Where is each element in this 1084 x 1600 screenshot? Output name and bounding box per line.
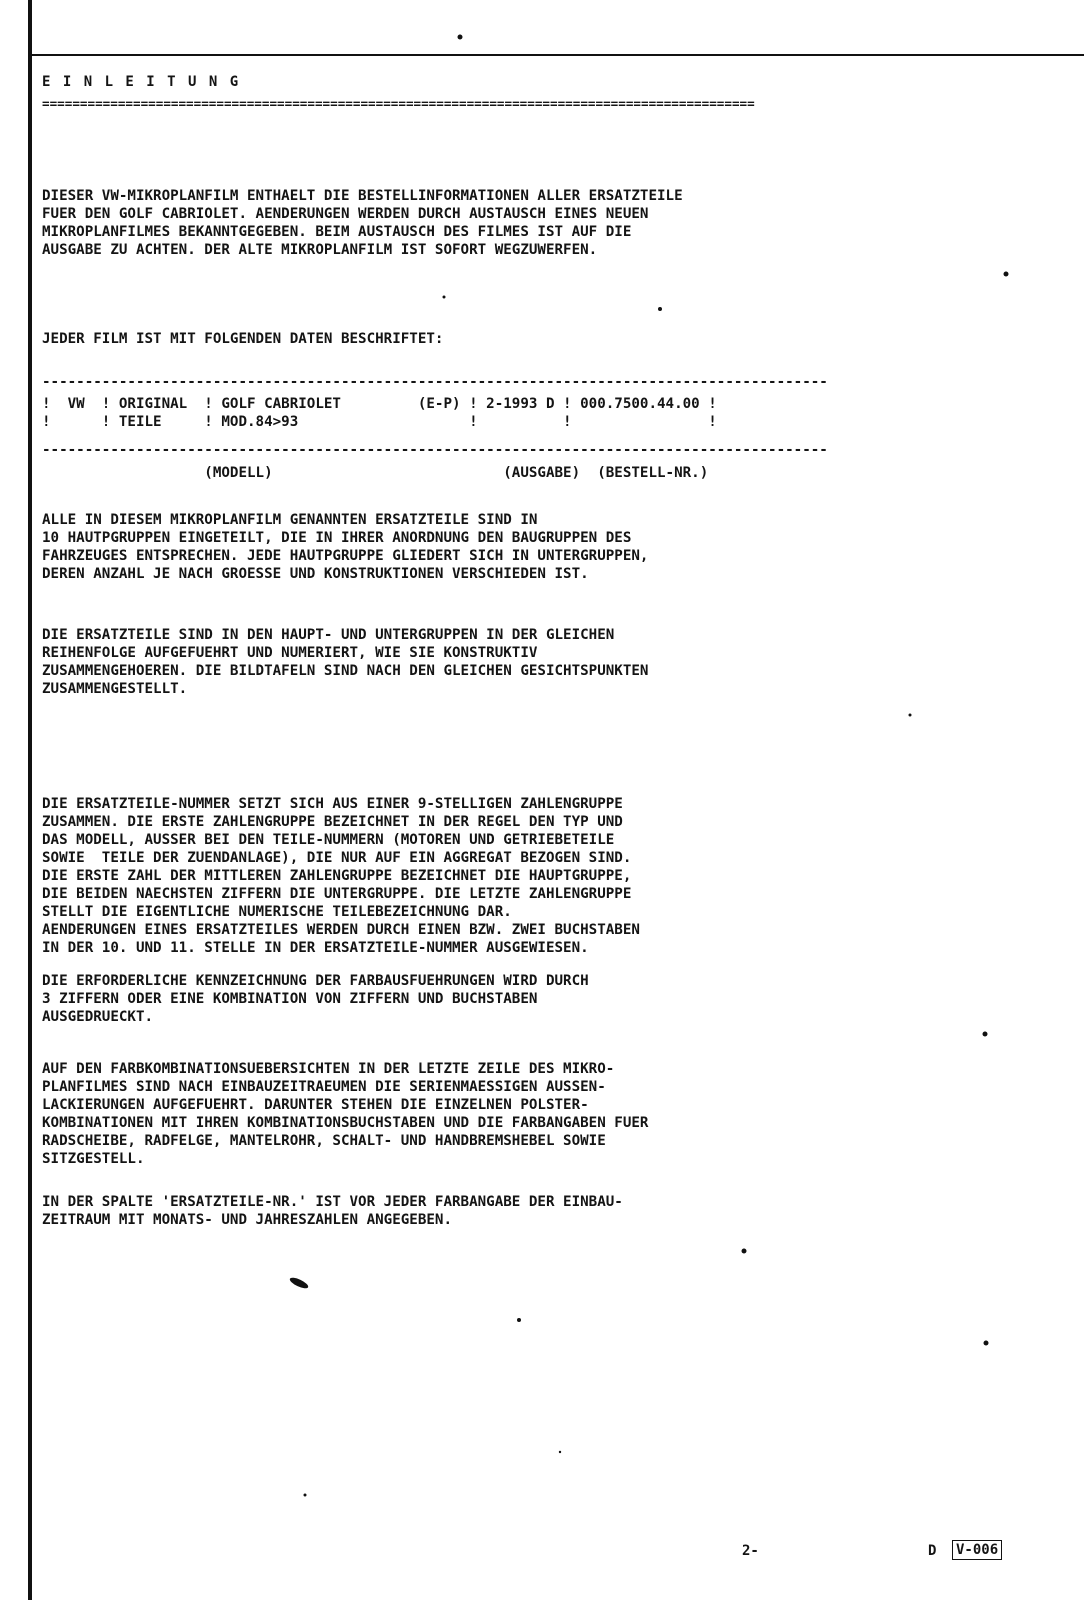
label-table-captions: (MODELL) (AUSGABE) (BESTELL-NR.) xyxy=(42,465,709,481)
paragraph-color-code: DIE ERFORDERLICHE KENNZEICHNUNG DER FARBAUSFUEHRUNGEN WIRD DURCH 3 ZIFFERN ODER EINE KOMBINATION VON ZIFFERN UND BUCHSTABEN AUSGEDRUECKT. xyxy=(42,973,589,1025)
paragraph-label-lead: JEDER FILM IST MIT FOLGENDEN DATEN BESCHRIFTET: xyxy=(42,331,444,347)
paragraph-column-note: IN DER SPALTE 'ERSATZTEILE-NR.' IST VOR JEDER FARBANGABE DER EINBAU- ZEITRAUM MIT MONATS- UND JAHRESZAHLEN ANGEGEBEN. xyxy=(42,1194,623,1228)
footer-document-code: V-006 xyxy=(952,1540,1002,1560)
footer-page-number: 2- xyxy=(742,1543,759,1559)
footer-language: D xyxy=(928,1543,937,1559)
label-table-row-1: ! VW ! ORIGINAL ! GOLF CABRIOLET (E-P) ! 2-1993 D ! 000.7500.44.00 ! xyxy=(42,396,717,412)
page-title: E I N L E I T U N G xyxy=(42,74,241,90)
label-table-bottom-rule: -------------------------------------------------------------------------------------------- xyxy=(42,442,828,458)
label-table-row-2: ! ! TEILE ! MOD.84>93 ! ! ! xyxy=(42,414,717,430)
paragraph-order: DIE ERSATZTEILE SIND IN DEN HAUPT- UND UNTERGRUPPEN IN DER GLEICHEN REIHENFOLGE AUFGEFUEHRT UND NUMERIERT, WIE SIE KONSTRUKTIV ZUSAMMENGEHOEREN. DIE BILDTAFELN SIND NACH DEN GLEICHEN GESICHTSPUNKTEN ZUSAMMENGESTELLT. xyxy=(42,627,649,697)
paragraph-color-overview: AUF DEN FARBKOMBINATIONSUEBERSICHTEN IN DER LETZTE ZEILE DES MIKRO- PLANFILMES SIND NACH EINBAUZEITRAEUMEN DIE SERIENMAESSIGEN AUSSEN- LACKIERUNGEN AUFGEFUEHRT. DARUNTER STEHEN DIE EINZELNEN POLSTER- KOMBINATIONEN MIT IHREN KOMBINATIONSBUCHSTABEN UND DIE FARBANGABEN FUER RADSCHEIBE, RADFELGE, MANTELROHR, SCHALT- UND HANDBREMSHEBEL SOWIE SITZGESTELL. xyxy=(42,1061,649,1167)
label-table-top-rule: -------------------------------------------------------------------------------------------- xyxy=(42,374,828,390)
title-underline: ============================================================================================== xyxy=(42,96,755,111)
paragraph-intro: DIESER VW-MIKROPLANFILM ENTHAELT DIE BESTELLINFORMATIONEN ALLER ERSATZTEILE FUER DEN GOLF CABRIOLET. AENDERUNGEN WERDEN DURCH AUSTAUSCH EINES NEUEN MIKROPLANFILMES BEKANNTGEGEBEN. BEIM AUSTAUSCH DES FILMES IST AUF DIE AUSGABE ZU ACHTEN. DER ALTE MIKROPLANFILM IST SOFORT WEGZUWERFEN. xyxy=(42,188,683,258)
paragraph-part-number: DIE ERSATZTEILE-NUMMER SETZT SICH AUS EINER 9-STELLIGEN ZAHLENGRUPPE ZUSAMMEN. DIE ERSTE ZAHLENGRUPPE BEZEICHNET IN DER REGEL DEN TYP UND DAS MODELL, AUSSER BEI DEN TEILE-NUMMERN (MOTOREN UND GETRIEBETEILE SOWIE TEILE DER ZUENDANLAGE), DIE NUR AUF EIN AGGREGAT BEZOGEN SIND. DIE ERSTE ZAHL DER MITTLEREN ZAHLENGRUPPE BEZEICHNET DIE HAUPTGRUPPE, DIE BEIDEN NAECHSTEN ZIFFERN DIE UNTERGRUPPE. DIE LETZTE ZAHLENGRUPPE STELLT DIE EIGENTLICHE NUMERISCHE TEILEBEZEICHNUNG DAR. AENDERUNGEN EINES ERSATZTEILES WERDEN DURCH EINEN BZW. ZWEI BUCHSTABEN IN DER 10. UND 11. STELLE IN DER ERSATZTEILE-NUMMER AUSGEWIESEN. xyxy=(42,796,640,956)
paragraph-groups: ALLE IN DIESEM MIKROPLANFILM GENANNTEN ERSATZTEILE SIND IN 10 HAUTPGRUPPEN EINGETEILT, DIE IN IHRER ANORDNUNG DEN BAUGRUPPEN DES FAHRZEUGES ENTSPRECHEN. JEDE HAUTPGRUPPE GLIEDERT SICH IN UNTERGRUPPEN, DEREN ANZAHL JE NACH GROESSE UND KONSTRUKTIONEN VERSCHIEDEN IST. xyxy=(42,512,649,582)
